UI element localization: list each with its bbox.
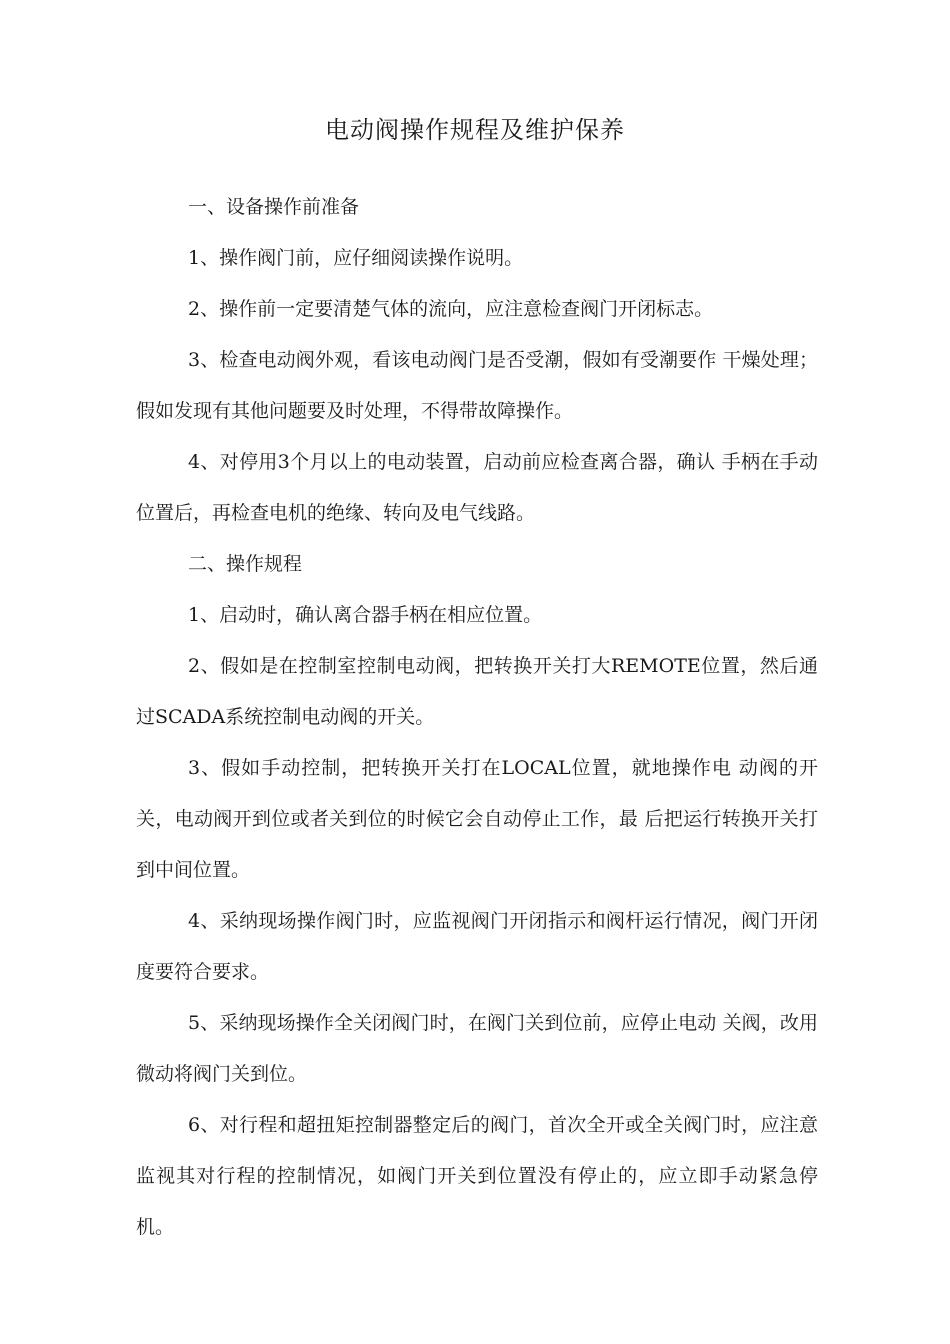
page-title: 电动阀操作规程及维护保养: [325, 116, 625, 144]
paragraph: 2、操作前一定要清楚气体的流向，应注意检查阀门开闭标志。: [188, 298, 714, 320]
paragraph: 4、对停用3个月以上的电动装置，启动前应检查离合器，确认 手柄在手动位置后，再检查电机的绝缘、转向及电气线路。: [136, 451, 818, 524]
section-heading: 一、设备操作前准备: [188, 196, 360, 218]
paragraph: 5、采纳现场操作全关闭阀门时，在阀门关到位前，应停止电动 关阀，改用微动将阀门关到位。: [136, 1012, 818, 1085]
paragraph: 1、操作阀门前，应仔细阅读操作说明。: [188, 247, 524, 269]
section-heading: 二、操作规程: [188, 553, 303, 575]
paragraph: 6、对行程和超扭矩控制器整定后的阀门，首次全开或全关阀门时，应注意监视其对行程的控制情况，如阀门开关到位置没有停止的，应立即手动紧急停机。: [136, 1114, 818, 1238]
paragraph: 2、假如是在控制室控制电动阀，把转换开关打大REMOTE位置，然后通过SCADA系统控制电动阀的开关。: [136, 655, 818, 728]
paragraph: 4、采纳现场操作阀门时，应监视阀门开闭指示和阀杆运行情况，阀门开闭度要符合要求。: [136, 910, 818, 983]
paragraph: 1、启动时，确认离合器手柄在相应位置。: [188, 604, 543, 626]
paragraph: 3、检查电动阀外观，看该电动阀门是否受潮，假如有受潮要作 干燥处理；假如发现有其他问题要及时处理，不得带故障操作。: [136, 349, 818, 422]
document-body: [136, 182, 818, 1253]
paragraph: 3、假如手动控制，把转换开关打在LOCAL位置，就地操作电 动阀的开关，电动阀开到位或者关到位的时候它会自动停止工作，最 后把运行转换开关打到中间位置。: [136, 757, 818, 881]
